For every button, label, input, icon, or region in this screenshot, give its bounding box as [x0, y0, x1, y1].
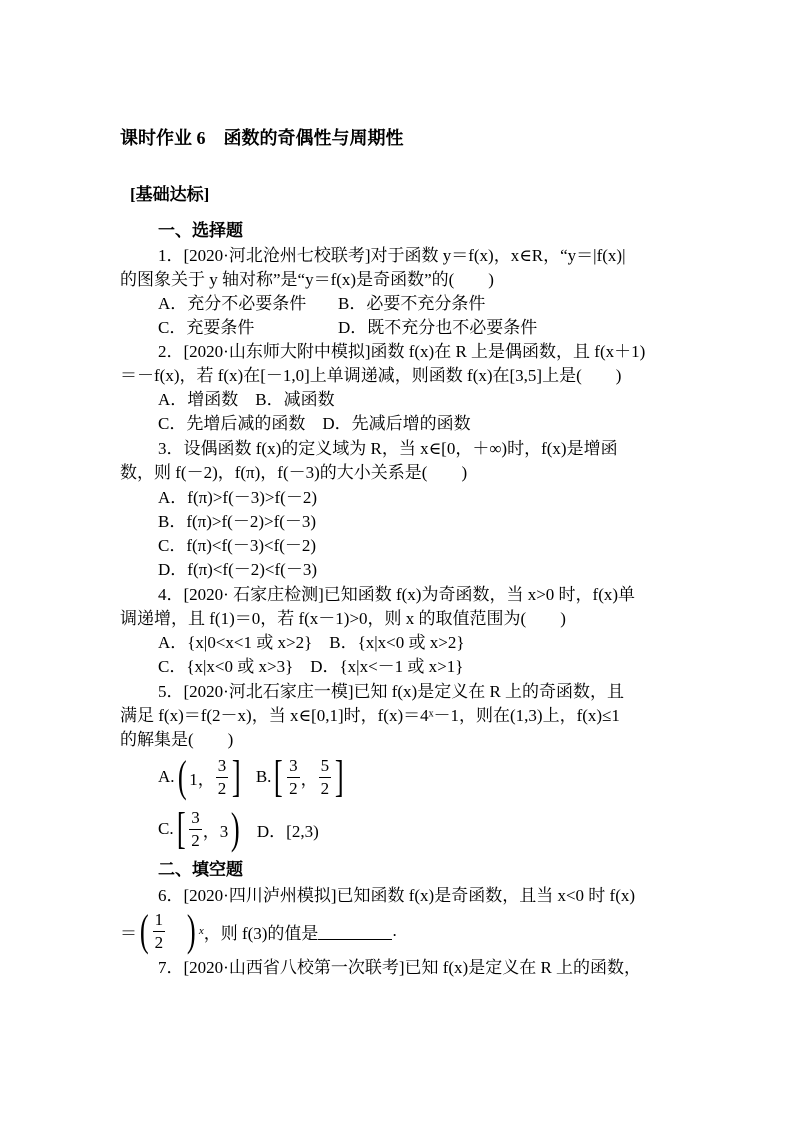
q1-option-d: D．既不充分也不必要条件 [338, 318, 538, 337]
section-basic-label: [基础达标] [130, 185, 210, 204]
q5-option-a-denominator: 2 [217, 778, 227, 798]
q4-options-cd: C．{x|x<0 或 x>3} D．{x|x<－1 或 x>1} [158, 657, 464, 676]
q5-option-b-label: B. [255, 767, 272, 786]
q5-option-a-fraction [216, 755, 229, 800]
q5-option-a-label: A. [158, 767, 175, 786]
q7-line1: 7．[2020·山西省八校第一次联考]已知 f(x)是定义在 R 上的函数， [158, 958, 642, 977]
q5-option-c-numerator: 3 [189, 807, 202, 830]
q3-option-c: C．f(π)<f(－3)<f(－2) [158, 536, 317, 555]
q6-line1: 6．[2020·四川泸州模拟]已知函数 f(x)是奇函数，且当 x<0 时 f(x) [158, 886, 636, 905]
q6-line2-end: . [392, 921, 397, 940]
q5-option-a-numerator: 3 [216, 755, 229, 778]
q6-right-paren: ) [187, 906, 196, 955]
q2-line1: 2．[2020·山东师大附中模拟]函数 f(x)在 R 上是偶函数，且 f(x＋1) [158, 342, 646, 361]
q6-line2 [120, 906, 397, 956]
q6-exponent: x [198, 925, 204, 937]
q5-option-b-denominator2: 2 [320, 778, 330, 798]
part2-heading: 二、填空题 [158, 860, 243, 879]
q5-option-b-fraction1 [287, 755, 300, 800]
q5-option-c-right-paren: ) [231, 804, 240, 853]
q1-option-b: B．必要不充分条件 [338, 294, 486, 313]
q3-option-a: A．f(π)>f(－3)>f(－2) [158, 488, 317, 507]
q3-line1: 3．设偶函数 f(x)的定义域为 R，当 x∈[0，＋∞)时，f(x)是增函 [158, 439, 618, 458]
q6-answer-blank[interactable] [318, 923, 392, 940]
q4-line2: 调递增，且 f(1)＝0，若 f(x－1)>0，则 x 的取值范围为( ) [120, 609, 566, 628]
q5-option-b-denominator1: 2 [289, 778, 298, 798]
q5-options-cd [158, 804, 319, 854]
q5-option-a-right-bracket: ] [232, 752, 241, 801]
q6-left-paren: ( [139, 906, 149, 955]
q5-option-c-rest: ，3 [202, 821, 229, 841]
q6-fraction [153, 909, 166, 954]
q5-option-b-left-bracket: [ [274, 752, 284, 801]
q3-option-b: B．f(π)>f(－2)>f(－3) [158, 512, 317, 531]
q5-options-ab [158, 752, 347, 802]
q3-option-d: D．f(π)<f(－2)<f(－3) [158, 560, 317, 579]
q5-line3: 的解集是( ) [120, 730, 234, 749]
q5-line1: 5．[2020·河北石家庄一模]已知 f(x)是定义在 R 上的奇函数，且 [158, 682, 625, 701]
q2-options-cd: C．先增后减的函数 D．先减后增的函数 [158, 414, 471, 433]
part1-heading: 一、选择题 [158, 221, 243, 240]
q3-line2: 数，则 f(－2)，f(π)，f(－3)的大小关系是( ) [120, 463, 468, 482]
q5-option-b-comma: ， [300, 769, 318, 789]
q5-option-c-left-bracket: [ [176, 804, 186, 853]
q4-line1: 4．[2020· 石家庄检测]已知函数 f(x)为奇函数，当 x>0 时，f(x)单 [158, 585, 636, 604]
q6-denominator: 2 [154, 932, 164, 952]
q6-numerator: 1 [153, 909, 166, 932]
q5-option-b-numerator2: 5 [319, 755, 332, 778]
q5-option-d: D．[2,3) [256, 821, 319, 841]
q5-option-b-fraction2 [319, 755, 332, 800]
q6-equals: ＝ [120, 923, 137, 943]
q1-line2: 的图象关于 y 轴对称”是“y＝f(x)是奇函数”的( ) [120, 270, 494, 289]
q5-option-a-left-paren: ( [177, 752, 187, 801]
q5-option-b-numerator1: 3 [287, 755, 300, 778]
q5-option-a-first: 1， [189, 769, 215, 789]
q2-options-ab: A．增函数 B．减函数 [158, 390, 335, 409]
q5-option-c-denominator: 2 [191, 830, 200, 850]
q2-line2: ＝－f(x)，若 f(x)在[－1,0]上单调递减，则函数 f(x)在[3,5]上是( ) [120, 366, 622, 385]
q5-option-c-fraction [189, 807, 202, 852]
q4-options-ab: A．{x|0<x<1 或 x>2} B．{x|x<0 或 x>2} [158, 633, 465, 652]
q1-option-a: A．充分不必要条件 [158, 294, 307, 313]
page-title: 课时作业 6 函数的奇偶性与周期性 [120, 128, 404, 148]
q5-line2: 满足 f(x)＝f(2－x)，当 x∈[0,1]时，f(x)＝4ˣ－1，则在(1,3)上，f(x)≤1 [120, 706, 620, 725]
q5-option-c-label: C. [158, 819, 174, 838]
q1-option-c: C．充要条件 [158, 318, 255, 337]
q6-line2-text: ，则 f(3)的值是 [203, 923, 319, 943]
q1-line1: 1．[2020·河北沧州七校联考]对于函数 y＝f(x)，x∈R，“y＝|f(x)| [158, 246, 626, 265]
q5-option-b-right-bracket: ] [335, 752, 344, 801]
